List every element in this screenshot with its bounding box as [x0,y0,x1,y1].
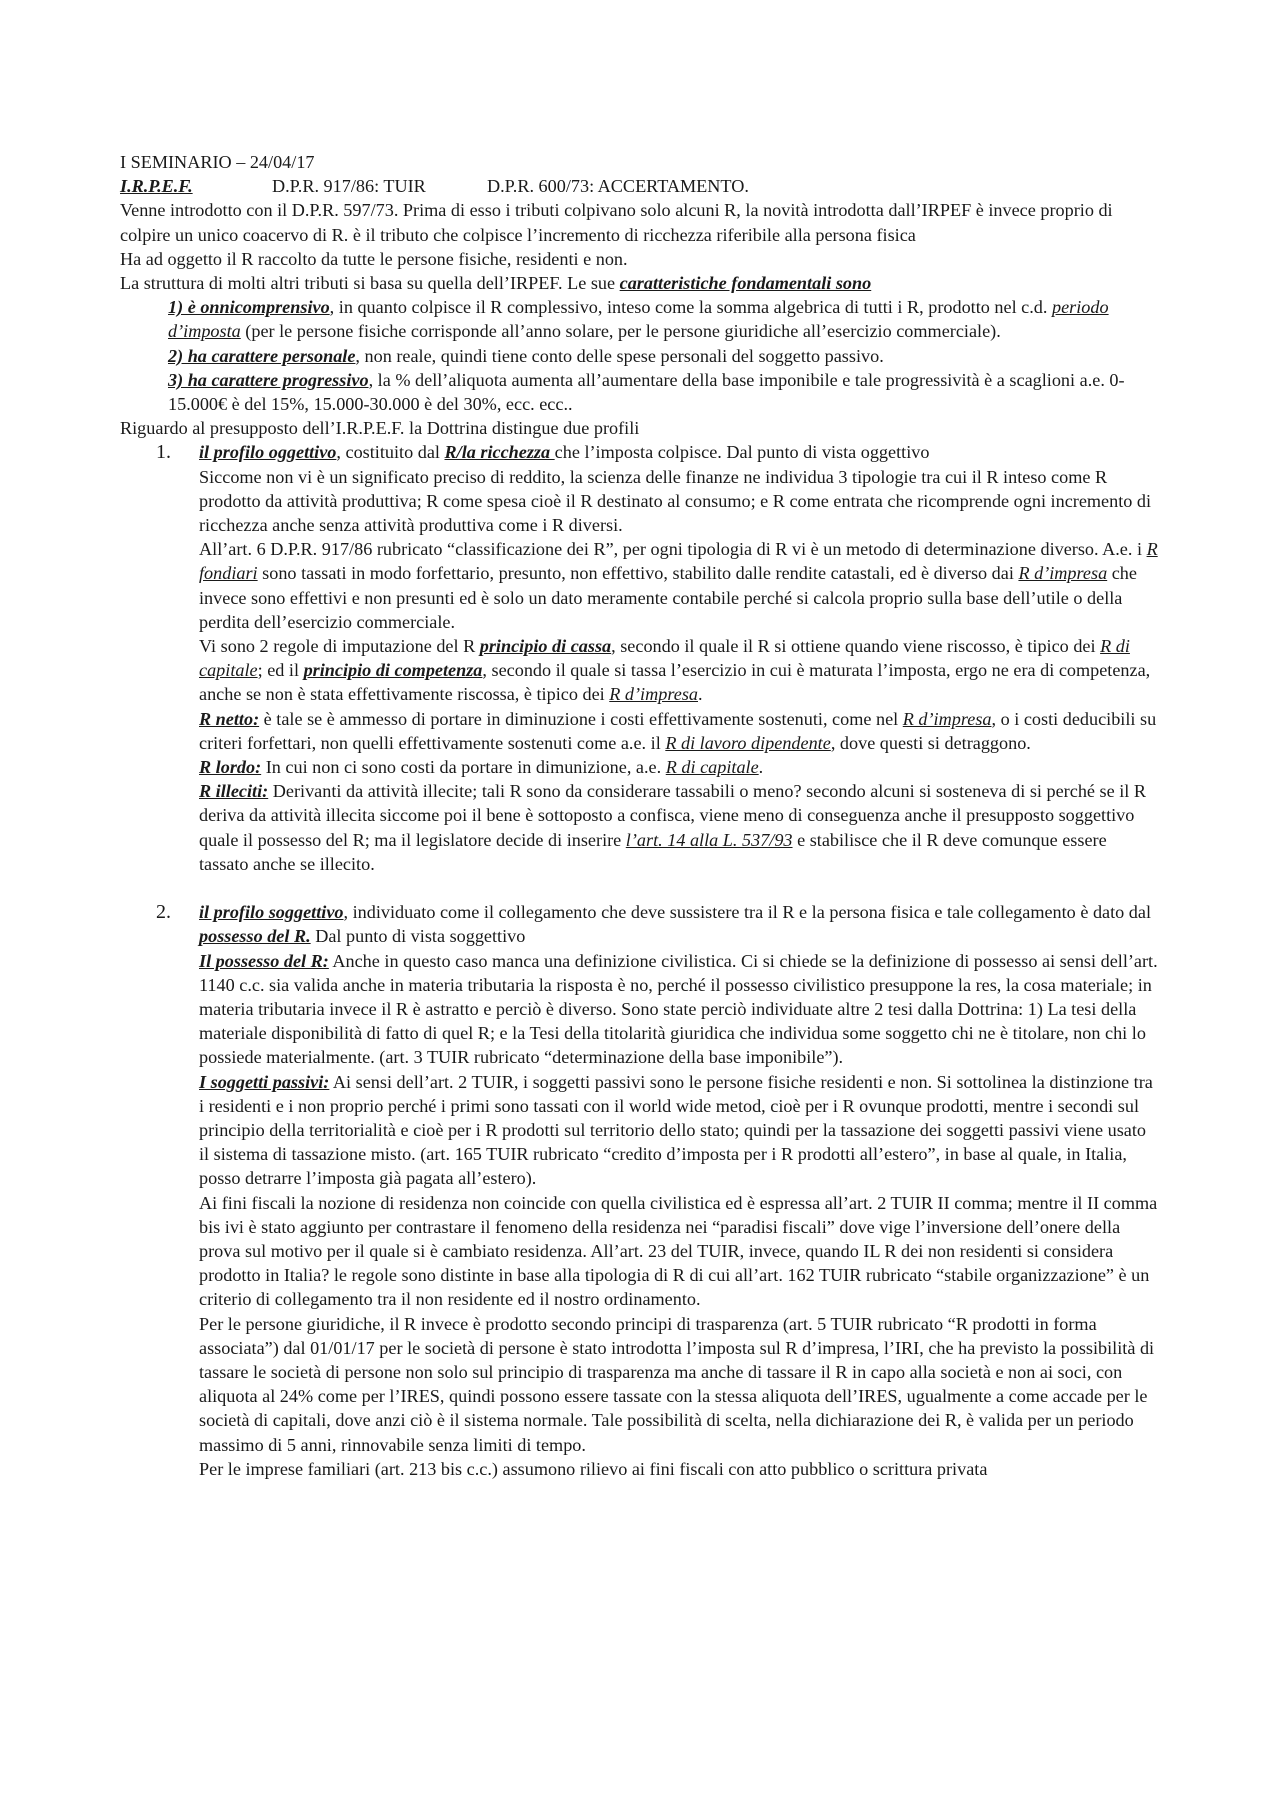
characteristics-list [120,295,1160,416]
presupposto-line: Riguardo al presupposto dell’I.R.P.E.F. la Dottrina distingue due profili [120,418,640,439]
document-body [120,150,1160,1481]
r-lordo-paragraph: R lordo: In cui non ci sono costi da portare in dimunizione, a.e. R di capitale. [199,757,764,778]
profilo-oggettivo-term: il profilo oggettivo [199,442,337,463]
intro-struttura: La struttura di molti altri tributi si basa su quella dell’IRPEF. Le sue caratteristiche fondamentali sono [120,273,872,294]
paragraph: All’art. 6 D.P.R. 917/86 rubricato “classificazione dei R”, per ogni tipologia di R vi è un metodo di determinazione diverso. A.e. i R fondiari sono tassati in modo forfettario, presunto, non effettivo, stabilito dalle rendite catastali, ed è diverso dai R d’impresa che invece sono effettivi e non presunti ed è solo un dato meramente contabile perché si calcola proprio sulla base dell’utile o della perdita dell’esercizio commerciale. [199,539,1158,632]
paragraph: Per le imprese familiari (art. 213 bis c.c.) assumono rilievo ai fini fiscali con atto pubblico o scrittura privata [199,1458,988,1479]
paragraph: Per le persone giuridiche, il R invece è prodotto secondo principi di trasparenza (art. 5 TUIR rubricato “R prodotti in forma associata”) dal 01/01/17 per le società di persone è stato introdotta l’imposta sul R d’impresa, l’IRI, che ha previsto la possibilità di tassare le società di persone non solo sul principio di trasparenza ma anche di tassare il R in capo alla società e non ai soci, con aliquota al 24% come per l’IRES, quindi possono essere tassate con la stessa aliquota dell’IRES, ugualmente a come accade per le società di capitali, dove anzi ciò è il sistema normale. Tale possibilità di scelta, nella dichiarazione dei R, è valida per un periodo massimo di 5 anni, rinnovabile senza limiti di tempo. [199,1313,1155,1455]
paragraph: Vi sono 2 regole di imputazione del R principio di cassa, secondo il quale il R si ottiene quando viene riscosso, è tipico dei R di capitale; ed il principio di competenza, secondo il quale si tassa l’esercizio in cui è maturata l’imposta, ergo ne era di competenza, anche se non è stata effettivamente riscossa, è tipico dei R d’impresa. [199,636,1151,705]
possesso-paragraph: Il possesso del R: Anche in questo caso manca una definizione civilistica. Ci si chiede se la definizione di possesso ai sensi dell’art. 1140 c.c. sia valida anche in materia tributaria la risposta è no, perché il possesso civilistico presuppone la res, la cosa materiale; in materia tributaria invece il R è astratto e perciò è diverso. Sono state perciò individuate altre 2 tesi dalla Dottrina: 1) La tesi della materiale disponibilità di fatto di quel R; e la Tesi della titolarità giuridica che individua some soggetto chi ne è titolare, non chi lo possiede materialmente. (art. 3 TUIR rubricato “determinazione della base imponibile”). [199,950,1158,1068]
characteristic-1: 1) è onnicomprensivo, in quanto colpisce il R complessivo, inteso come la somma algebrica di tutti i R, prodotto nel c.d. periodo d’imposta (per le persone fisiche corrisponde all’anno solare, per le persone giuridiche all’esercizio commerciale). [168,297,1109,342]
irpef-heading: I.R.P.E.F. [120,176,193,197]
paragraph: Siccome non vi è un significato preciso di reddito, la scienza delle finanze ne individua 3 tipologie tra cui il R inteso come R prodotto da attività produttiva; R come spesa cioè il R destinato al consumo; e R come entrata che ricomprende ogni incremento di ricchezza anche senza attività produttiva come i R diversi. [199,466,1152,536]
characteristic-2: 2) ha carattere personale, non reale, quindi tiene conto delle spese personali del soggetto passivo. [168,345,884,366]
list-item-profilo-soggettivo: 2. il profilo soggettivo, individuato come il collegamento che deve sussistere tra il R e la persona fisica e tale collegamento è dato dal possesso del R. Dal punto di vista soggettivo Il possesso del R: Anche in questo caso manca una definizione civilistica. Ci si chiede se la definizione di possesso ai sensi dell’art. 1140 c.c. sia valida anche in materia tributaria la risposta è no, perché il possesso civilistico presuppone la res, la cosa materiale; in materia tributaria invece il R è astratto e perciò è diverso. Sono state perciò individuate altre 2 tesi dalla Dottrina: 1) La tesi della materiale disponibilità di fatto di quel R; e la Tesi della titolarità giuridica che individua some soggetto chi ne è titolare, non chi lo possiede materialmente. (art. 3 TUIR rubricato “determinazione della base imponibile”). I soggetti passivi: Ai sensi dell’art. 2 TUIR, i soggetti passivi sono le persone fisiche residenti e non. Si sottolinea la distinzione tra i residenti e i non proprio perché i primi sono tassati con il world wide metod, cioè per i R ovunque prodotti, mentre i secondi sul principio della territorialità e cioè per i R prodotti sul territorio dello stato; quindi per la tassazione dei soggetti passivi viene usato il sistema di tassazione misto. (art. 165 TUIR rubricato “credito d’imposta per i R prodotti all’estero”, in base al quale, in Italia, posso detrarre l’imposta già pagata all’estero). Ai fini fiscali la nozione di residenza non coincide con quella civilistica ed è espressa all’art. 2 TUIR II comma; mentre il II comma bis ivi è stato aggiunto per contrastare il fenomeno della residenza nei “paradisi fiscali” dove vige l’inversione dell’onere della prova sul motivo per il quale si è cambiato residenza. All’art. 23 del TUIR, invece, quando IL R dei non residenti si considera prodotto in Italia? le regole sono distinte in base alla tipologia di R di cui all’art. 162 TUIR rubricato “stabile organizzazione” è un criterio di collegamento tra il non residente ed il nostro ordinamento. Per le persone giuridiche, il R invece è prodotto secondo principi di trasparenza (art. 5 TUIR rubricato “R prodotti in forma associata”) dal 01/01/17 per le società di persone è stato introdotta l’imposta sul R d’impresa, l’IRI, che ha previsto la possibilità di tassare le società di persone non solo sul principio di trasparenza ma anche di tassare il R in capo alla società e non ai soci, con aliquota al 24% come per l’IRES, quindi possono essere tassate con la stessa aliquota dell’IRES, ugualmente a come accade per le società di capitali, dove anzi ciò è il sistema normale. Tale possibilità di scelta, nella dichiarazione dei R, è valida per un periodo massimo di 5 anni, rinnovabile senza limiti di tempo. Per le imprese familiari (art. 213 bis c.c.) assumono rilievo ai fini fiscali con atto pubblico o scrittura privata [120,900,1160,1481]
tuir-ref: D.P.R. 917/86: TUIR [272,176,426,197]
r-illeciti-paragraph: R illeciti: Derivanti da attività illecite; tali R sono da considerare tassabili o meno? secondo alcuni si sosteneva di si perché se il R deriva da attività illecita siccome poi il bene è sottoposto a confisca, viene meno di conseguenza anche il presupposto soggettivo quale il possesso del R; ma il legislatore decide di inserire l’art. 14 alla L. 537/93 e stabilisce che il R deve comunque essere tassato anche se illecito. [199,781,1147,874]
profilo-soggettivo-term: il profilo soggettivo [199,902,344,923]
list-item-profilo-oggettivo: 1. il profilo oggettivo, costituito dal R/la ricchezza che l’imposta colpisce. Dal punto di vista oggettivo Siccome non vi è un significato preciso di reddito, la scienza delle finanze ne individua 3 tipologie tra cui il R inteso come R prodotto da attività produttiva; R come spesa cioè il R destinato al consumo; e R come entrata che ricomprende ogni incremento di ricchezza anche senza attività produttiva come i R diversi. All’art. 6 D.P.R. 917/86 rubricato “classificazione dei R”, per ogni tipologia di R vi è un metodo di determinazione diverso. A.e. i R fondiari sono tassati in modo forfettario, presunto, non effettivo, stabilito dalle rendite catastali, ed è diverso dai R d’impresa che invece sono effettivi e non presunti ed è solo un dato meramente contabile perché si calcola proprio sulla base dell’utile o della perdita dell’esercizio commerciale. Vi sono 2 regole di imputazione del R principio di cassa, secondo il quale il R si ottiene quando viene riscosso, è tipico dei R di capitale; ed il principio di competenza, secondo il quale si tassa l’esercizio in cui è maturata l’imposta, ergo ne era di competenza, anche se non è stata effettivamente riscossa, è tipico dei R d’impresa. R netto: è tale se è ammesso di portare in diminuzione i costi effettivamente sostenuti, come nel R d’impresa, o i costi deducibili su criteri forfettari, non quelli effettivamente sostenuti come a.e. il R di lavoro dipendente, dove questi si detraggono. R lordo: In cui non ci sono costi da portare in dimunizione, a.e. R di capitale. R illeciti: Derivanti da attività illecite; tali R sono da considerare tassabili o meno? secondo alcuni si sosteneva di si perché se il R deriva da attività illecita siccome poi il bene è sottoposto a confisca, viene meno di conseguenza anche il presupposto soggettivo quale il possesso del R; ma il legislatore decide di inserire l’art. 14 alla L. 537/93 e stabilisce che il R deve comunque essere tassato anche se illecito. [120,440,1160,876]
r-netto-paragraph: R netto: è tale se è ammesso di portare in diminuzione i costi effettivamente sostenuti, come nel R d’impresa, o i costi deducibili su criteri forfettari, non quelli effettivamente sostenuti come a.e. il R di lavoro dipendente, dove questi si detraggono. [199,708,1157,753]
characteristic-3: 3) ha carattere progressivo, la % dell’aliquota aumenta all’aumentare della base imponibile e tale progressività è a scaglioni a.e. 0-15.000€ è del 15%, 15.000-30.000 è del 30%, ecc. ecc.. [168,369,1125,415]
soggetti-passivi-paragraph: I soggetti passivi: Ai sensi dell’art. 2 TUIR, i soggetti passivi sono le persone fisiche residenti e non. Si sottolinea la distinzione tra i residenti e i non proprio perché i primi sono tassati con il world wide metod, cioè per i R ovunque prodotti, mentre i secondi sul principio della territorialità e cioè per i R prodotti sul territorio dello stato; quindi per la tassazione dei soggetti passivi viene usato il sistema di tassazione misto. (art. 165 TUIR rubricato “credito d’imposta per i R prodotti all’estero”, in base al quale, in Italia, posso detrarre l’imposta già pagata all’estero). [199,1071,1153,1189]
accertamento-ref: D.P.R. 600/73: ACCERTAMENTO. [487,176,749,197]
document-title: I SEMINARIO – 24/04/17 [120,152,315,172]
paragraph: Ai fini fiscali la nozione di residenza non coincide con quella civilistica ed è espressa all’art. 2 TUIR II comma; mentre il II comma bis ivi è stato aggiunto per contrastare il fenomeno della residenza nei “paradisi fiscali” dove vige l’inversione dell’onere della prova sul motivo per il quale si è cambiato residenza. All’art. 23 del TUIR, invece, quando IL R dei non residenti si considera prodotto in Italia? le regole sono distinte in base alla tipologia di R di cui all’art. 162 TUIR rubricato “stabile organizzazione” è un criterio di collegamento tra il non residente ed il nostro ordinamento. [199,1192,1158,1310]
list-number: 2. [156,901,171,924]
intro-oggetto: Ha ad oggetto il R raccolto da tutte le persone fisiche, residenti e non. [120,248,628,269]
caratteristiche-term: caratteristiche fondamentali sono [619,273,872,294]
intro-paragraph: Venne introdotto con il D.P.R. 597/73. Prima di esso i tributi colpivano solo alcuni R, la novità introdotta dall’IRPEF è invece proprio di colpire un unico coacervo di R. è il tributo che colpisce l’incremento di ricchezza riferibile alla persona fisica [120,200,1113,245]
list-number: 1. [156,441,171,464]
header-line [120,174,1160,198]
